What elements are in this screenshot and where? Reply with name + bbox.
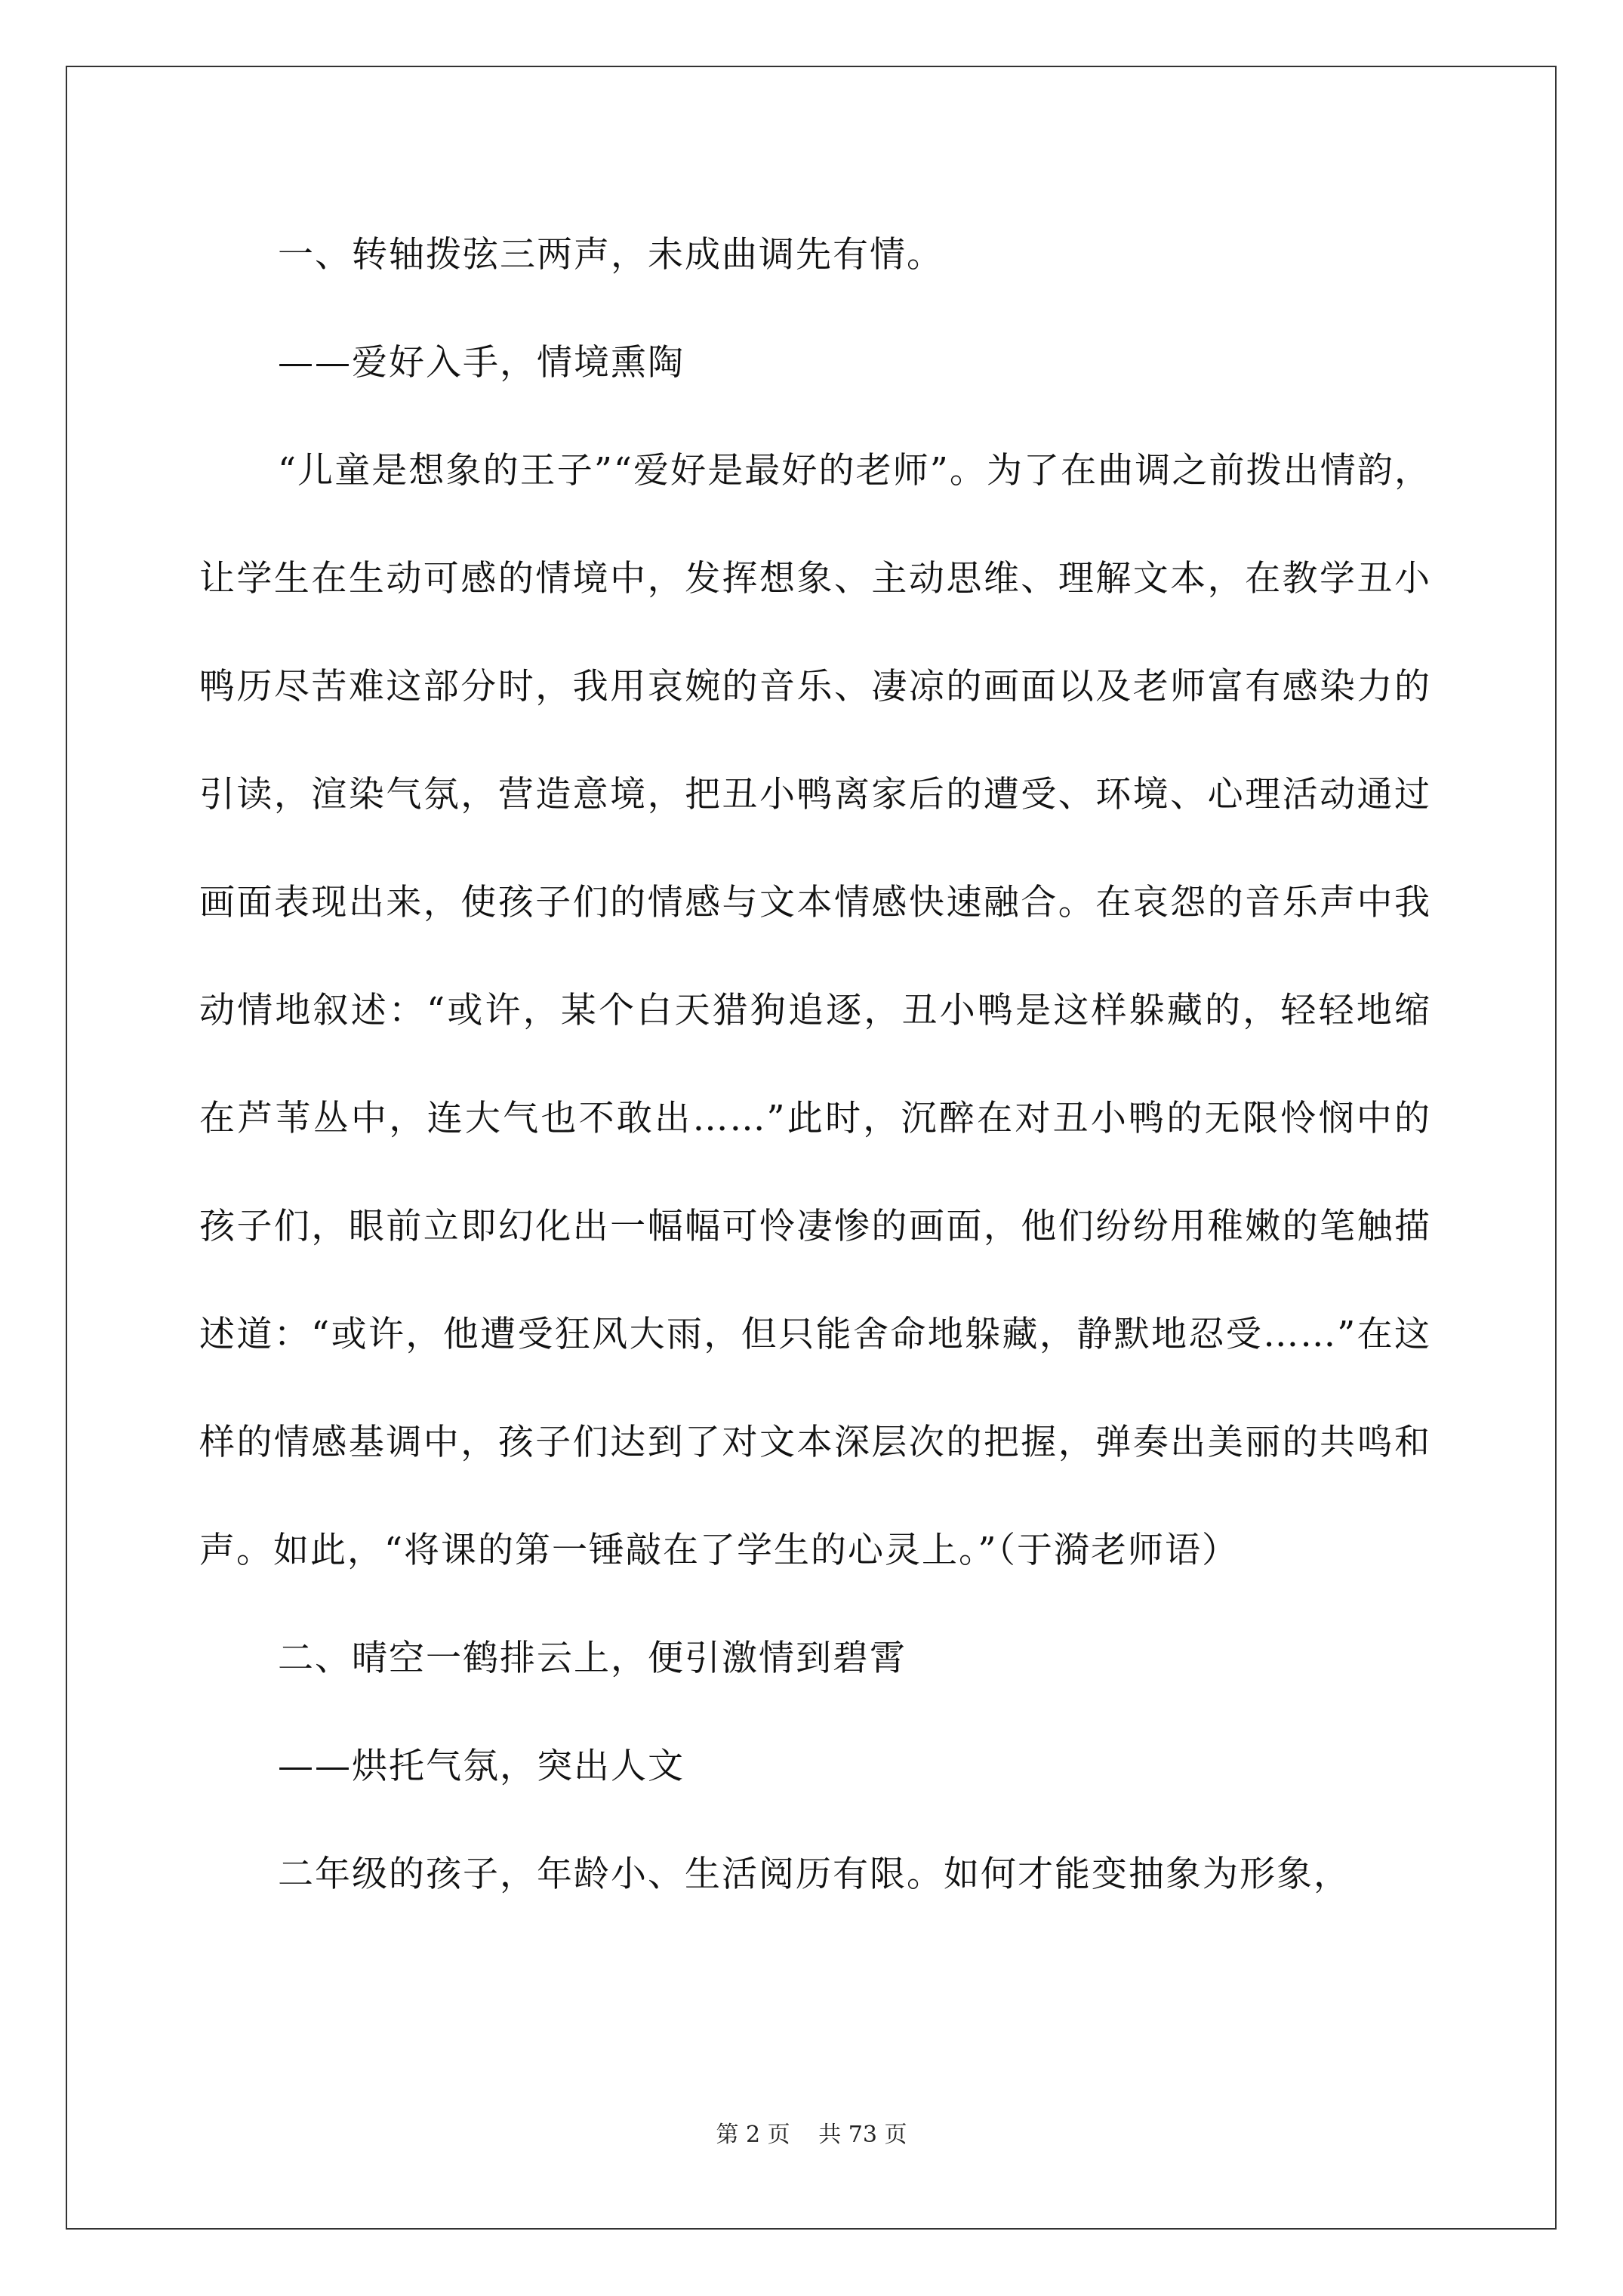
page-footer bbox=[0, 2120, 1623, 2150]
section-heading-1: 一、转轴拨弦三两声，未成曲调先有情。 bbox=[278, 234, 944, 276]
section-heading-2: 二、晴空一鹤排云上，便引激情到碧霄 bbox=[278, 1638, 907, 1679]
total-pages: 共 73 页 bbox=[818, 2122, 907, 2148]
document-body bbox=[199, 201, 1431, 1928]
body-paragraph-1: “儿童是想象的王子”“爱好是最好的老师”。为了在曲调之前拨出情韵，让学生在生动可感的情境中，发挥想象、主动思维、理解文本，在教学丑小鸭历尽苦难这部分时，我用哀婉的音乐、凄凉的画面以及老师富有感染力的引读，渲染气氛，营造意境，把丑小鸭离家后的遭受、环境、心理活动通过画面表现出来，使孩子们的情感与文本情感快速融合。在哀怨的音乐声中我动情地叙述：“或许，某个白天猎狗追逐，丑小鸭是这样躲藏的，轻轻地缩在芦苇丛中，连大气也不敢出……”此时，沉醉在对丑小鸭的无限怜悯中的孩子们，眼前立即幻化出一幅幅可怜凄惨的画面，他们纷纷用稚嫩的笔触描述道：“或许，他遭受狂风大雨，但只能舍命地躲藏，静默地忍受……”在这样的情感基调中，孩子们达到了对文本深层次的把握，弹奏出美丽的共鸣和声。如此，“将课的第一锤敲在了学生的心灵上。”（于漪老师语） bbox=[199, 450, 1431, 1571]
section-subheading-2: ——烘托气氛，突出人文 bbox=[278, 1746, 685, 1787]
page-number: 第 2 页 bbox=[716, 2122, 790, 2148]
section-subheading-1: ——爱好入手，情境熏陶 bbox=[278, 342, 685, 384]
body-paragraph-2: 二年级的孩子，年龄小、生活阅历有限。如何才能变抽象为形象， bbox=[278, 1854, 1350, 1895]
